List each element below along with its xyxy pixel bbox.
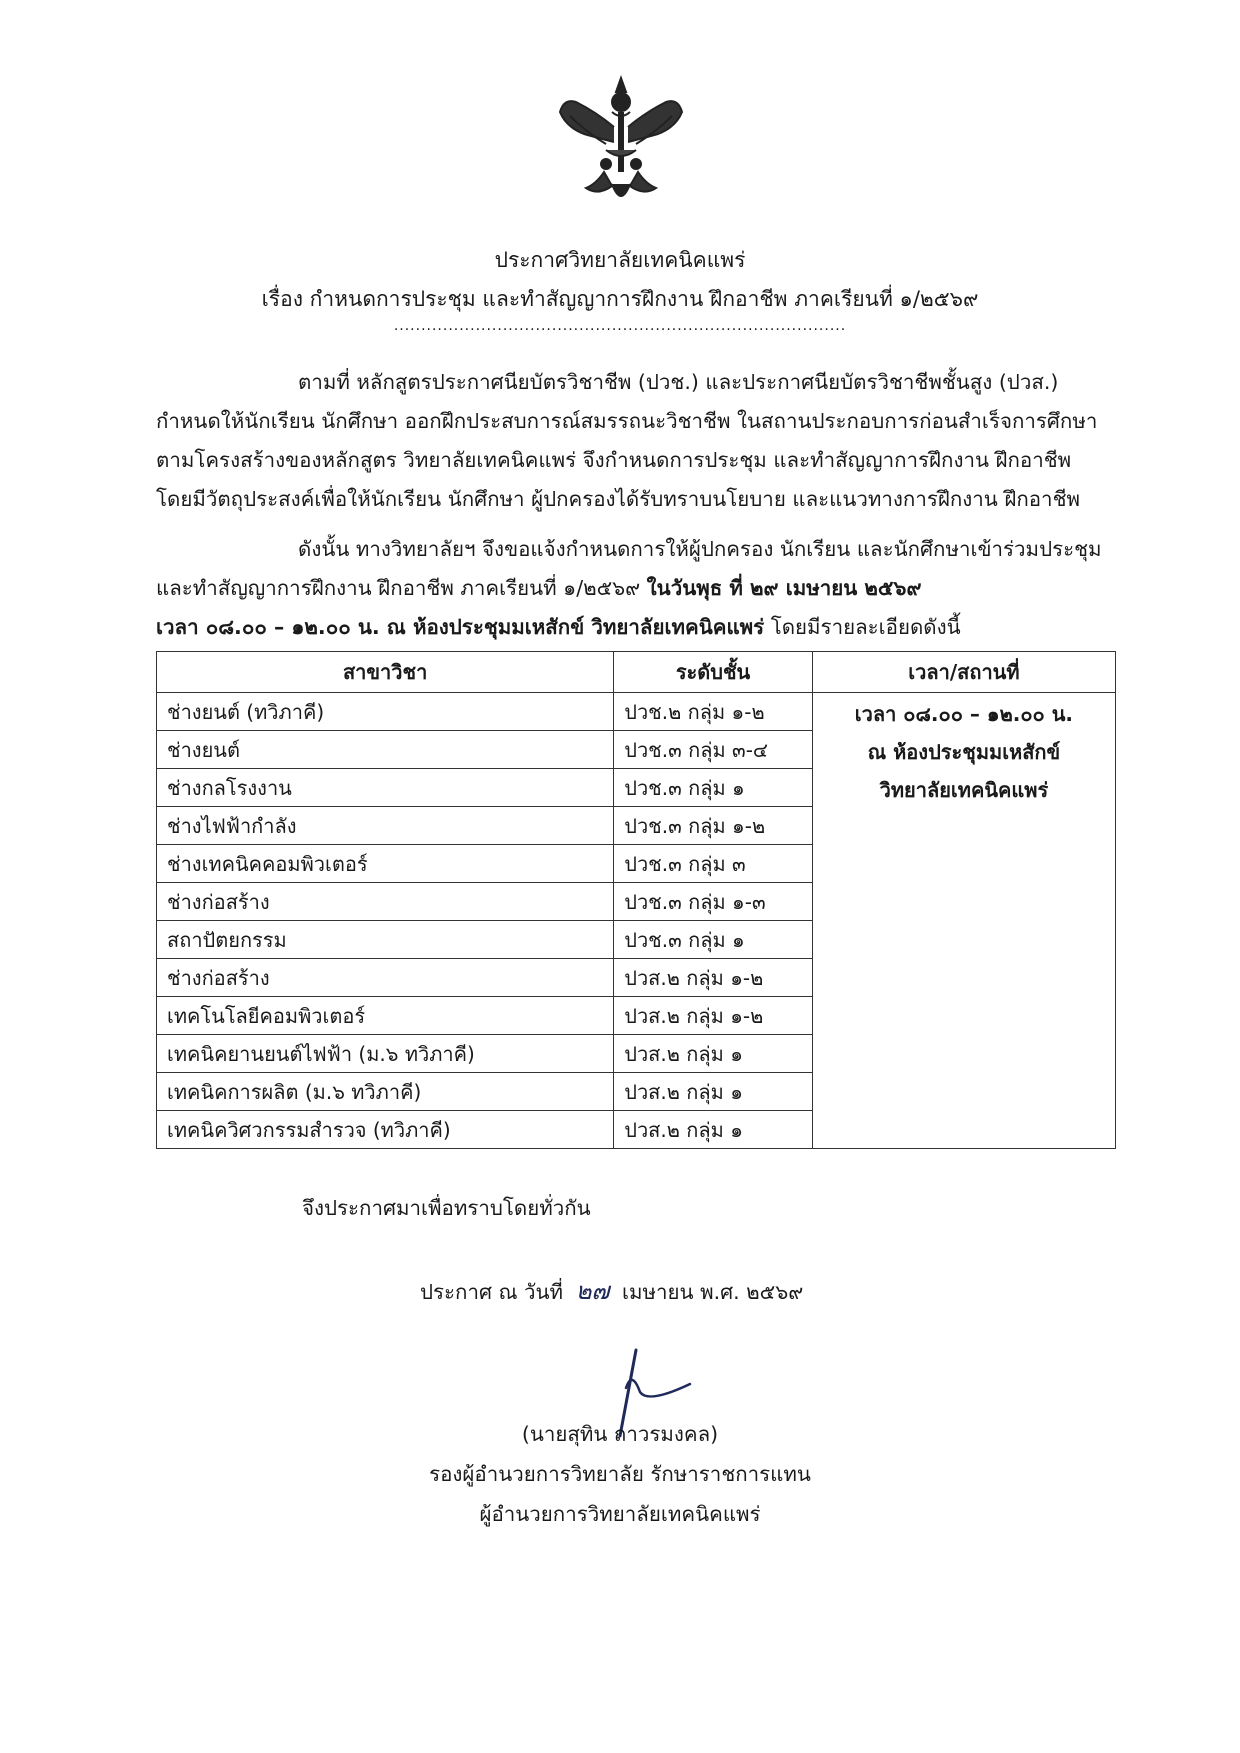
schedule-table: [156, 651, 1116, 1149]
column-header-level: ระดับชั้น: [614, 652, 813, 693]
major-cell: เทคนิคการผลิต (ม.๖ ทวิภาคี): [157, 1073, 614, 1111]
separator-dots: ...................................................................................: [393, 318, 847, 334]
paragraph-2-text: และทำสัญญาการฝึกงาน ฝึกอาชีพ ภาคเรียนที่ ๑/๒๕๖๙: [156, 576, 647, 600]
paragraph-1-line: กำหนดให้นักเรียน นักศึกษา ออกฝึกประสบการณ์สมรรถนะวิชาชีพ ในสถานประกอบการก่อนสำเร็จการศึกษา: [156, 409, 1098, 433]
level-cell: ปวส.๒ กลุ่ม ๑: [614, 1073, 813, 1111]
major-cell: ช่างยนต์ (ทวิภาคี): [157, 693, 614, 731]
major-cell: เทคโนโลยีคอมพิวเตอร์: [157, 997, 614, 1035]
signer-position: รองผู้อำนวยการวิทยาลัย รักษาราชการแทน: [429, 1462, 811, 1486]
paragraph-2: [156, 530, 1116, 647]
location-room: ณ ห้องประชุมมเหสักข์: [867, 740, 1061, 764]
paragraph-2-line: [156, 608, 1116, 647]
major-cell: เทคนิคยานยนต์ไฟฟ้า (ม.๖ ทวิภาคี): [157, 1035, 614, 1073]
location-college: วิทยาลัยเทคนิคแพร่: [879, 778, 1049, 802]
major-cell: ช่างก่อสร้าง: [157, 959, 614, 997]
announcement-date-prefix: ประกาศ ณ วันที่: [420, 1280, 564, 1304]
level-cell: ปวช.๓ กลุ่ม ๓: [614, 845, 813, 883]
table-row: [157, 693, 1116, 731]
meeting-time-place: เวลา ๐๘.๐๐ – ๑๒.๐๐ น. ณ ห้องประชุมมเหสักข์ วิทยาลัยเทคนิคแพร่: [156, 615, 765, 639]
level-cell: ปวส.๒ กลุ่ม ๑: [614, 1111, 813, 1149]
column-header-location: เวลา/สถานที่: [812, 652, 1115, 693]
major-cell: ช่างก่อสร้าง: [157, 883, 614, 921]
major-cell: ช่างเทคนิคคอมพิวเตอร์: [157, 845, 614, 883]
announcement-date: [420, 1271, 803, 1310]
column-header-major: สาขาวิชา: [157, 652, 614, 693]
paragraph-1: [156, 363, 1116, 519]
table-header-row: [157, 652, 1116, 693]
level-cell: ปวช.๒ กลุ่ม ๑-๒: [614, 693, 813, 731]
signer-name: (นายสุทิน ถาวรมงคล): [521, 1422, 719, 1446]
announcement-title: ประกาศวิทยาลัยเทคนิคแพร่: [494, 248, 746, 272]
handwritten-day: ๒๗: [575, 1277, 610, 1305]
level-cell: ปวช.๓ กลุ่ม ๑: [614, 769, 813, 807]
paragraph-2-text: โดยมีรายละเอียดดังนี้: [764, 615, 961, 639]
paragraph-1-line: โดยมีวัตถุประสงค์เพื่อให้นักเรียน นักศึกษา ผู้ปกครองได้รับทราบนโยบาย และแนวทางการฝึกงาน ฝึกอาชีพ: [156, 487, 1080, 511]
paragraph-2-line: ดังนั้น ทางวิทยาลัยฯ จึงขอแจ้งกำหนดการให้ผู้ปกครอง นักเรียน และนักศึกษาเข้าร่วมประชุม: [298, 537, 1102, 561]
garuda-emblem: [556, 72, 686, 212]
level-cell: ปวช.๓ กลุ่ม ๑-๓: [614, 883, 813, 921]
paragraph-1-line: ตามโครงสร้างของหลักสูตร วิทยาลัยเทคนิคแพร่ จึงกำหนดการประชุม และทำสัญญาการฝึกงาน ฝึกอาชีพ: [156, 448, 1072, 472]
announcement-subject: เรื่อง กำหนดการประชุม และทำสัญญาการฝึกงาน ฝึกอาชีพ ภาคเรียนที่ ๑/๒๕๖๙: [261, 287, 979, 311]
level-cell: ปวส.๒ กลุ่ม ๑: [614, 1035, 813, 1073]
level-cell: ปวส.๒ กลุ่ม ๑-๒: [614, 997, 813, 1035]
level-cell: ปวส.๒ กลุ่ม ๑-๒: [614, 959, 813, 997]
level-cell: ปวช.๓ กลุ่ม ๑-๒: [614, 807, 813, 845]
location-time: เวลา ๐๘.๐๐ – ๑๒.๐๐ น.: [854, 702, 1073, 726]
meeting-date: ในวันพุธ ที่ ๒๙ เมษายน ๒๕๖๙: [646, 576, 922, 600]
major-cell: ช่างยนต์: [157, 731, 614, 769]
signer-position-2: ผู้อำนวยการวิทยาลัยเทคนิคแพร่: [479, 1502, 761, 1526]
level-cell: ปวช.๓ กลุ่ม ๑: [614, 921, 813, 959]
announcement-date-suffix: เมษายน พ.ศ. ๒๕๖๙: [622, 1280, 804, 1304]
major-cell: สถาปัตยกรรม: [157, 921, 614, 959]
closing-statement: จึงประกาศมาเพื่อทราบโดยทั่วกัน: [302, 1196, 591, 1220]
level-cell: ปวช.๓ กลุ่ม ๓-๔: [614, 731, 813, 769]
major-cell: เทคนิควิศวกรรมสำรวจ (ทวิภาคี): [157, 1111, 614, 1149]
paragraph-2-line: [156, 569, 1116, 608]
paragraph-1-line: ตามที่ หลักสูตรประกาศนียบัตรวิชาชีพ (ปวช.) และประกาศนียบัตรวิชาชีพชั้นสูง (ปวส.): [298, 370, 1059, 394]
location-cell: [812, 693, 1115, 1149]
major-cell: ช่างไฟฟ้ากำลัง: [157, 807, 614, 845]
major-cell: ช่างกลโรงงาน: [157, 769, 614, 807]
